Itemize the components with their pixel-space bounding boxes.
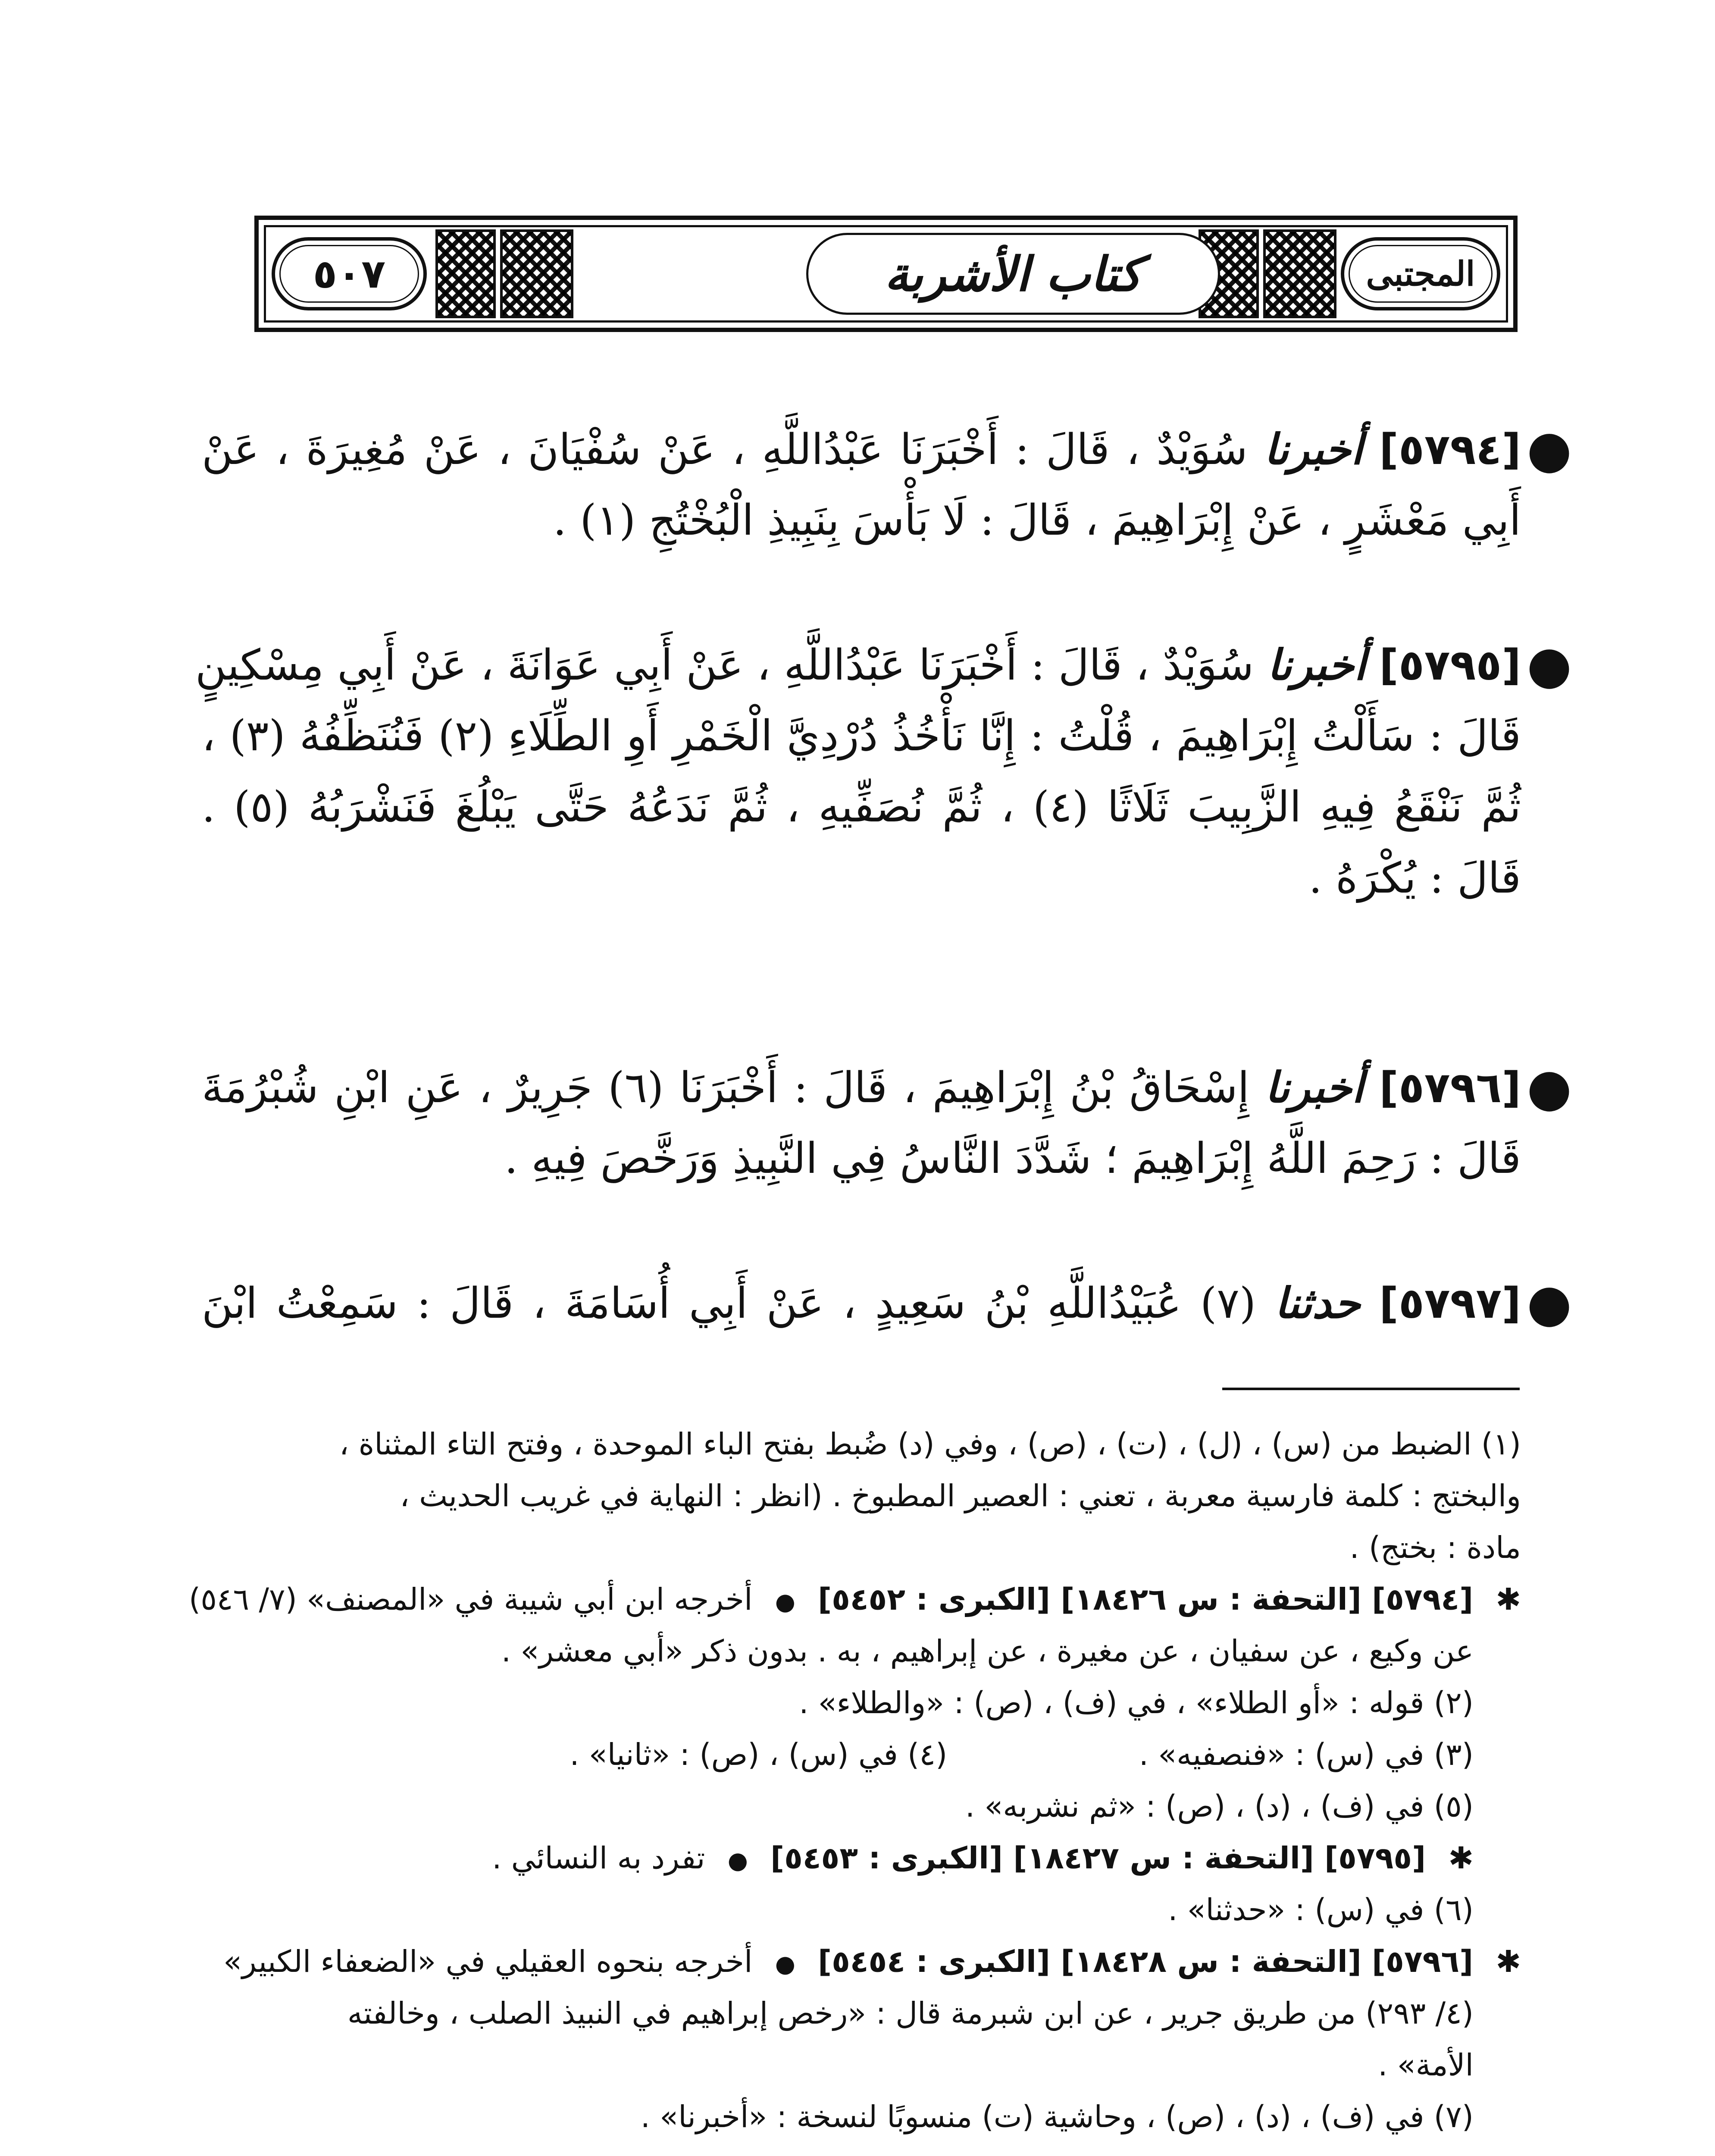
footnote-text: (٣) في (س) : «فنصفيه» .	[1139, 1737, 1474, 1772]
hadith-text-line: أَبِي مَعْشَرٍ ، عَنْ إِبْرَاهِيمَ ، قَالَ : لَا بَأْسَ بِنَبِيذِ الْبُخْتُجِ (١) .	[553, 496, 1521, 545]
takhrij-5796-cont	[197, 1988, 1474, 2039]
takhrij-5794-cont	[197, 1626, 1474, 1677]
bullet-icon: ●	[1527, 420, 1572, 479]
bullet-icon: ●	[1527, 635, 1572, 695]
book-title-band	[806, 233, 1220, 315]
hadith-5794	[202, 414, 1572, 556]
hadith-intro: حدثنا	[1274, 1279, 1361, 1328]
page-number-medallion	[272, 237, 427, 310]
footnote-text: (١) الضبط من (س) ، (ل) ، (ت) ، (ص) ، وفي (د) ضُبط بفتح الباء الموحدة ، وفتح التاء المثناة ،	[339, 1426, 1521, 1462]
asterisk-icon: ✱	[1496, 1582, 1521, 1617]
page-number: ٥٠٧	[313, 251, 386, 297]
footnote-7	[197, 2091, 1474, 2142]
takhrij-ref: [٥٧٩٦] [التحفة : س ١٨٤٢٨] [الكبرى : ٥٤٥٤]	[818, 1944, 1474, 1979]
hadith-text-line: قَالَ : سَأَلْتُ إِبْرَاهِيمَ ، قُلْتُ : إِنَّا نَأْخُذُ دُرْدِيَّ الْخَمْرِ أَوِ الطِّلَاءِ (٢) فَنُنَظِّفُهُ (٣) ،	[202, 711, 1521, 761]
takhrij-5796-cont	[197, 2040, 1474, 2090]
footnote-1-cont	[197, 1470, 1521, 1521]
footnote-text: (٦) في (س) : «حدثنا» .	[1168, 1892, 1474, 1927]
footnote-2	[197, 1677, 1474, 1728]
footnote-separator	[1222, 1388, 1520, 1390]
takhrij-5795	[197, 1833, 1474, 1886]
hadith-5796	[202, 1052, 1572, 1194]
asterisk-icon: ✱	[1448, 1840, 1474, 1876]
ornament-left-1	[500, 229, 573, 318]
footnote-text: مادة : بختج) .	[1349, 1530, 1521, 1565]
takhrij-5794	[189, 1574, 1521, 1627]
footnote-text: والبختج : كلمة فارسية معربة ، تعني : العصير المطبوخ . (انظر : النهاية في غريب الحديث ،	[400, 1478, 1521, 1514]
footnote-6	[197, 1884, 1474, 1935]
footnote-1	[197, 1419, 1521, 1470]
page-header-banner	[254, 216, 1518, 332]
bullet-icon: ●	[727, 1847, 748, 1874]
bullet-icon: ●	[1527, 1273, 1572, 1333]
takhrij-text: الأمة» .	[1378, 2047, 1474, 2083]
takhrij-text: أخرجه بنحوه العقيلي في «الضعفاء الكبير»	[223, 1944, 753, 1979]
hadith-intro: أخبرنا	[1264, 425, 1363, 474]
takhrij-text: تفرد به النسائي .	[492, 1840, 705, 1876]
hadith-intro: أخبرنا	[1265, 1063, 1364, 1112]
hadith-number: [٥٧٩٤]	[1379, 425, 1521, 474]
takhrij-text: عن وكيع ، عن سفيان ، عن مغيرة ، عن إبراهيم ، به . بدون ذكر «أبي معشر» .	[501, 1633, 1474, 1669]
footnote-1-cont	[197, 1522, 1521, 1573]
bullet-icon: ●	[775, 1950, 795, 1977]
footnote-text: (٢) قوله : «أو الطلاء» ، في (ف) ، (ص) : «والطلاء» .	[799, 1685, 1474, 1720]
bullet-icon: ●	[1527, 1058, 1572, 1118]
takhrij-text: (٤/ ٢٩٣) من طريق جرير ، عن ابن شبرمة قال : «رخص إبراهيم في النبيذ الصلب ، وخالفته	[347, 1996, 1474, 2031]
hadith-number: [٥٧٩٥]	[1379, 641, 1521, 690]
book-title: كتاب الأشربة	[884, 246, 1142, 302]
bullet-icon: ●	[775, 1588, 795, 1615]
hadith-number: [٥٧٩٧]	[1379, 1279, 1521, 1328]
hadith-text-line: إِسْحَاقُ بْنُ إِبْرَاهِيمَ ، قَالَ : أَخْبَرَنَا (٦) جَرِيرٌ ، عَنِ ابْنِ شُبْرُمَةَ	[202, 1063, 1249, 1112]
hadith-text-line: سُوَيْدٌ ، قَالَ : أَخْبَرَنَا عَبْدُاللَّهِ ، عَنْ سُفْيَانَ ، عَنْ مُغِيرَةَ ، عَنْ	[202, 425, 1248, 474]
footnote-text: (٧) في (ف) ، (د) ، (ص) ، وحاشية (ت) منسوبًا لنسخة : «أخبرنا» .	[640, 2099, 1474, 2134]
takhrij-5796	[197, 1936, 1521, 1990]
hadith-text-line: (٧) عُبَيْدُاللَّهِ بْنُ سَعِيدٍ ، عَنْ أَبِي أُسَامَةَ ، قَالَ : سَمِعْتُ ابْنَ	[202, 1279, 1256, 1328]
hadith-text-line: سُوَيْدٌ ، قَالَ : أَخْبَرَنَا عَبْدُاللَّهِ ، عَنْ أَبِي عَوَانَةَ ، عَنْ أَبِي مِسْكِينٍ	[195, 641, 1254, 690]
hadith-text-line: قَالَ : رَحِمَ اللَّهُ إِبْرَاهِيمَ ؛ شَدَّدَ النَّاسُ فِي النَّبِيذِ وَرَخَّصَ فِيهِ .	[504, 1134, 1521, 1183]
hadith-intro: أخبرنا	[1267, 640, 1366, 690]
hadith-text-line: ثُمَّ نَنْقَعُ فِيهِ الزَّبِيبَ ثَلَاثًا (٤) ، ثُمَّ نُصَفِّيهِ ، ثُمَّ نَدَعُهُ حَتَّى يَبْلُغَ فَنَشْرَبُهُ (٥) .	[202, 783, 1521, 832]
footnote-5	[197, 1781, 1474, 1832]
work-title: المجتبى	[1366, 254, 1475, 294]
hadith-number: [٥٧٩٦]	[1379, 1063, 1521, 1112]
footnote-3-4	[197, 1729, 1474, 1780]
asterisk-icon: ✱	[1496, 1944, 1521, 1979]
hadith-5797	[202, 1268, 1572, 1339]
work-title-medallion	[1341, 237, 1500, 310]
footnote-text: (٤) في (س) ، (ص) : «ثانيا» .	[570, 1737, 948, 1772]
hadith-5795	[195, 630, 1572, 914]
hadith-text-line: قَالَ : يُكْرَهُ .	[1308, 854, 1521, 903]
ornament-left-2	[435, 229, 496, 318]
ornament-right-1	[1263, 229, 1336, 318]
takhrij-text: أخرجه ابن أبي شيبة في «المصنف» (٧/ ٥٤٦)	[189, 1582, 753, 1617]
takhrij-ref: [٥٧٩٥] [التحفة : س ١٨٤٢٧] [الكبرى : ٥٤٥٣]	[770, 1840, 1426, 1876]
footnote-text: (٥) في (ف) ، (د) ، (ص) : «ثم نشربه» .	[965, 1789, 1474, 1824]
takhrij-ref: [٥٧٩٤] [التحفة : س ١٨٤٢٦] [الكبرى : ٥٤٥٢]	[818, 1582, 1474, 1617]
